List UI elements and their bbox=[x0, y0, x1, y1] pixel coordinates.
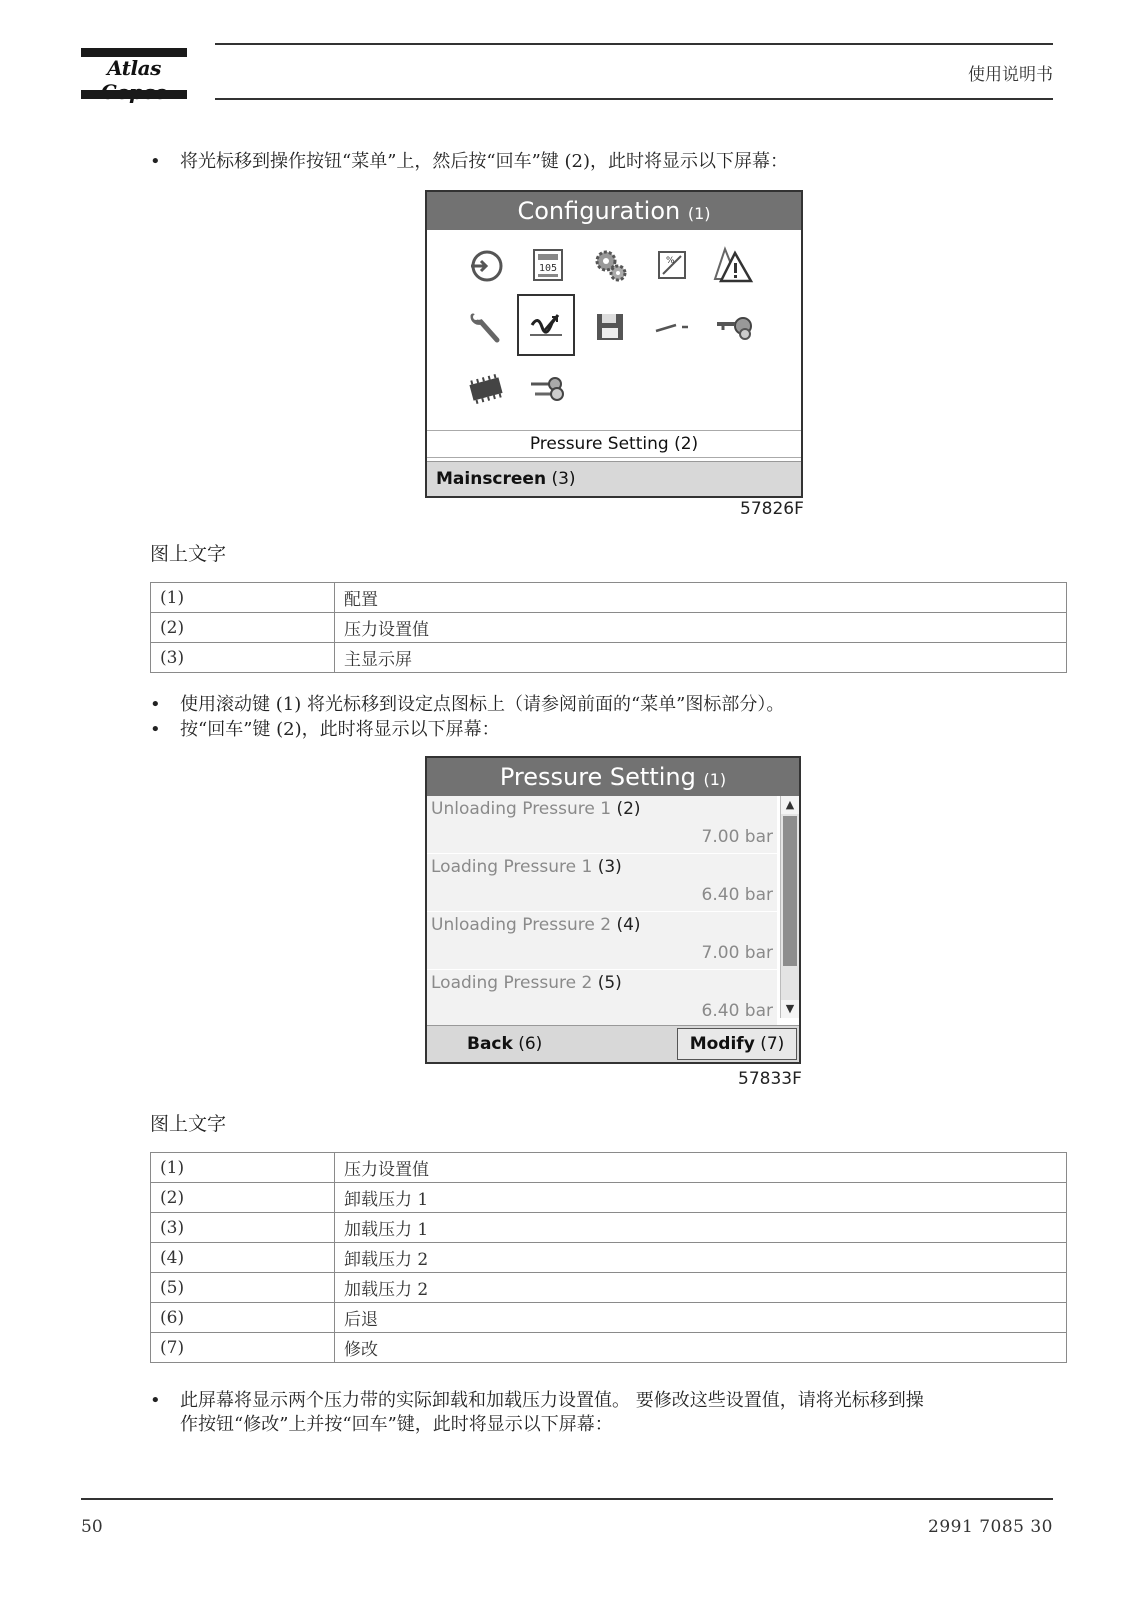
list-item-loading-pressure-2[interactable] bbox=[427, 970, 777, 1027]
legend-value: 卸载压力 1 bbox=[335, 1183, 1067, 1213]
back-num: (6) bbox=[518, 1034, 543, 1054]
list-item-unloading-pressure-1[interactable] bbox=[427, 796, 777, 853]
legend-value: 加载压力 2 bbox=[335, 1273, 1067, 1303]
dash-icon[interactable] bbox=[649, 304, 695, 350]
scrollbar[interactable] bbox=[780, 796, 799, 1018]
svg-text:%: % bbox=[666, 256, 675, 266]
row-num: (4) bbox=[616, 915, 641, 935]
brand-logo: Atlas bbox=[107, 56, 161, 80]
svg-text:105: 105 bbox=[538, 263, 558, 274]
chip-icon[interactable] bbox=[463, 366, 509, 412]
legend-key: (3) bbox=[151, 1213, 335, 1243]
pressure-setting-icon[interactable] bbox=[517, 294, 575, 356]
table-row bbox=[151, 1333, 1067, 1363]
row-num: (5) bbox=[597, 973, 622, 993]
save-icon[interactable] bbox=[587, 304, 633, 350]
screen-title-num: (1) bbox=[703, 770, 727, 789]
mainscreen-button[interactable] bbox=[427, 461, 801, 496]
logo-bottom-bar bbox=[81, 90, 187, 99]
legend-key: (4) bbox=[151, 1243, 335, 1273]
table-row bbox=[151, 1153, 1067, 1183]
row-label: Loading Pressure 2 bbox=[431, 973, 593, 993]
list-item-unloading-pressure-2[interactable] bbox=[427, 912, 777, 969]
table-row bbox=[151, 643, 1067, 673]
doc-title: 使用说明书 bbox=[968, 65, 1053, 85]
pressure-setting-screen bbox=[425, 756, 801, 1064]
gears-icon[interactable] bbox=[587, 242, 633, 288]
screen-title: Configuration bbox=[517, 197, 681, 225]
percent-icon[interactable] bbox=[649, 242, 695, 288]
key-icon[interactable] bbox=[711, 304, 757, 350]
scrollbar-thumb[interactable] bbox=[783, 816, 797, 966]
modify-num: (7) bbox=[760, 1034, 785, 1054]
counter-icon[interactable] bbox=[525, 242, 571, 288]
selected-item-label bbox=[427, 430, 801, 458]
row-value: 6.40 bar bbox=[701, 1001, 773, 1021]
row-value: 7.00 bar bbox=[701, 943, 773, 963]
table-row bbox=[151, 613, 1067, 643]
scroll-down-icon[interactable]: ▼ bbox=[781, 1000, 799, 1018]
legend-key: (2) bbox=[151, 1183, 335, 1213]
screen-title-num: (1) bbox=[687, 204, 711, 223]
scroll-up-icon[interactable]: ▲ bbox=[781, 796, 799, 814]
header-top-rule bbox=[215, 43, 1053, 45]
legend-key: (7) bbox=[151, 1333, 335, 1363]
configuration-screen bbox=[425, 190, 803, 498]
legend-value: 加载压力 1 bbox=[335, 1213, 1067, 1243]
wrench-icon[interactable] bbox=[463, 304, 509, 350]
legend-value: 后退 bbox=[335, 1303, 1067, 1333]
legend-value: 卸载压力 2 bbox=[335, 1243, 1067, 1273]
restart-icon[interactable] bbox=[463, 242, 509, 288]
back-label: Back bbox=[467, 1034, 513, 1054]
table-row bbox=[151, 583, 1067, 613]
mainscreen-num: (3) bbox=[551, 469, 576, 489]
table-row bbox=[151, 1303, 1067, 1333]
legend-value: 压力设置值 bbox=[335, 1153, 1067, 1183]
doc-number: 2991 7085 30 bbox=[928, 1517, 1053, 1537]
screen-title-bar bbox=[427, 192, 801, 230]
back-button[interactable] bbox=[467, 1026, 542, 1062]
legend-key: (3) bbox=[151, 643, 335, 673]
row-value: 6.40 bar bbox=[701, 885, 773, 905]
screen-title-bar bbox=[427, 758, 799, 796]
modify-button[interactable] bbox=[677, 1028, 797, 1060]
table-row bbox=[151, 1183, 1067, 1213]
selected-item-num: (2) bbox=[674, 434, 699, 454]
row-label: Loading Pressure 1 bbox=[431, 857, 593, 877]
figure-code: 57826F bbox=[740, 499, 804, 519]
row-label: Unloading Pressure 2 bbox=[431, 915, 612, 935]
keys-icon[interactable] bbox=[525, 366, 571, 412]
footer-rule bbox=[81, 1498, 1053, 1500]
legend-title: 图上文字 bbox=[150, 543, 227, 565]
mainscreen-label: Mainscreen bbox=[436, 469, 547, 489]
legend-table bbox=[150, 1152, 1067, 1363]
legend-title: 图上文字 bbox=[150, 1113, 227, 1135]
page-number: 50 bbox=[81, 1517, 103, 1537]
row-num: (3) bbox=[597, 857, 622, 877]
row-label: Unloading Pressure 1 bbox=[431, 799, 612, 819]
row-value: 7.00 bar bbox=[701, 827, 773, 847]
table-row bbox=[151, 1243, 1067, 1273]
legend-key: (5) bbox=[151, 1273, 335, 1303]
header-bottom-rule bbox=[215, 98, 1053, 100]
legend-value: 压力设置值 bbox=[335, 613, 1067, 643]
legend-key: (2) bbox=[151, 613, 335, 643]
legend-value: 主显示屏 bbox=[335, 643, 1067, 673]
legend-value: 配置 bbox=[335, 583, 1067, 613]
legend-table bbox=[150, 582, 1067, 673]
modify-label: Modify bbox=[689, 1034, 755, 1054]
figure-code: 57833F bbox=[738, 1069, 802, 1089]
legend-key: (1) bbox=[151, 1153, 335, 1183]
list-item-loading-pressure-1[interactable] bbox=[427, 854, 777, 911]
legend-value: 修改 bbox=[335, 1333, 1067, 1363]
warning-icon[interactable] bbox=[711, 242, 757, 288]
screen-title: Pressure Setting bbox=[499, 763, 696, 791]
screen-footer bbox=[427, 1025, 799, 1062]
table-row bbox=[151, 1213, 1067, 1243]
legend-key: (6) bbox=[151, 1303, 335, 1333]
selected-item-text: Pressure Setting bbox=[529, 434, 669, 454]
row-num: (2) bbox=[616, 799, 641, 819]
table-row bbox=[151, 1273, 1067, 1303]
legend-key: (1) bbox=[151, 583, 335, 613]
